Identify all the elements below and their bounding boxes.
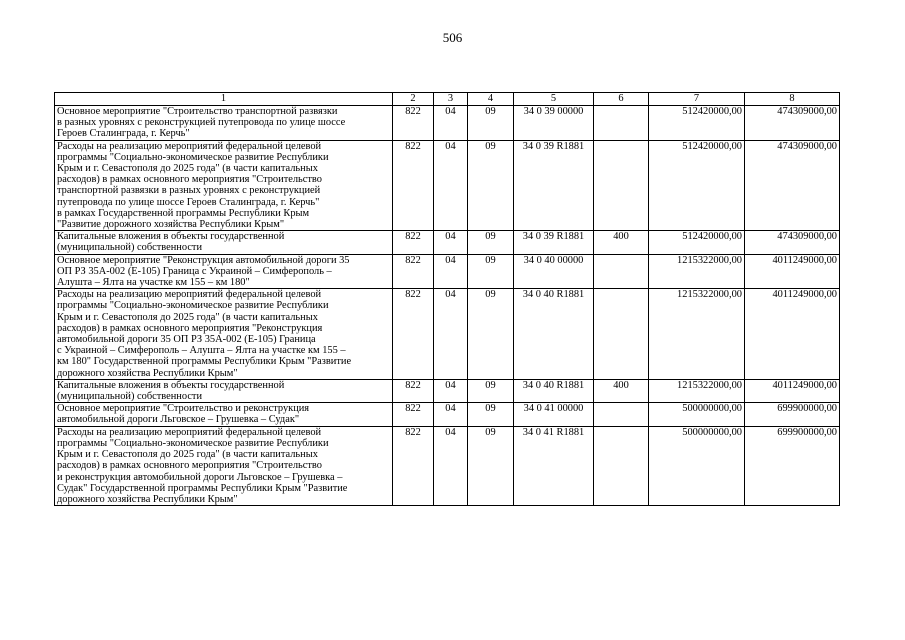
expense-type-code (594, 289, 649, 380)
expense-type-code (594, 426, 649, 505)
section-code: 04 (434, 426, 468, 505)
subsection-code: 09 (468, 254, 514, 289)
expense-type-code (594, 106, 649, 141)
ministry-code: 822 (393, 426, 434, 505)
target-article-code: 34 0 41 R1881 (514, 426, 594, 505)
ministry-code: 822 (393, 403, 434, 426)
expense-type-code (594, 403, 649, 426)
subsection-code: 09 (468, 426, 514, 505)
ministry-code: 822 (393, 254, 434, 289)
column-header: 2 (393, 93, 434, 106)
table-row (55, 379, 840, 402)
ministry-code: 822 (393, 106, 434, 141)
page-number: 506 (442, 30, 463, 45)
amount-year-2: 474309000,00 (745, 231, 840, 254)
column-header: 1 (55, 93, 393, 106)
amount-year-2: 699900000,00 (745, 403, 840, 426)
table-row (55, 231, 840, 254)
amount-year-2: 4011249000,00 (745, 289, 840, 380)
item-name: Капитальные вложения в объекты государственной (муниципальной) собственности (55, 231, 393, 254)
item-name: Капитальные вложения в объекты государственной (муниципальной) собственности (55, 379, 393, 402)
item-name: Расходы на реализацию мероприятий федеральной целевой программы "Социально-экономическое развитие Республики Крым и г. Севастополя до 2025 года" (в части капитальных расходов) в рамках основного мероприятия "Строительство транспортной развязки в разных уровнях с реконструкцией путепровода по улице шоссе Героев Сталинграда, г. Керчь" в рамках Государственной программы Республики Крым "Развитие дорожного хозяйства Республики Крым" (55, 140, 393, 231)
amount-year-1: 512420000,00 (649, 140, 745, 231)
column-header: 5 (514, 93, 594, 106)
subsection-code: 09 (468, 289, 514, 380)
amount-year-2: 474309000,00 (745, 106, 840, 141)
subsection-code: 09 (468, 140, 514, 231)
subsection-code: 09 (468, 231, 514, 254)
section-code: 04 (434, 106, 468, 141)
expense-type-code: 400 (594, 231, 649, 254)
amount-year-2: 699900000,00 (745, 426, 840, 505)
item-name: Основное мероприятие "Строительство транспортной развязки в разных уровнях с реконструкцией путепровода по улице шоссе Героев Сталинграда, г. Керчь" (55, 106, 393, 141)
subsection-code: 09 (468, 106, 514, 141)
target-article-code: 34 0 40 R1881 (514, 289, 594, 380)
item-name: Расходы на реализацию мероприятий федеральной целевой программы "Социально-экономическое развитие Республики Крым и г. Севастополя до 2025 года" (в части капитальных расходов) в рамках основного мероприятия "Строительство и реконструкция автомобильной дороги Льговское – Грушевка – Судак" Государственной программы Республики Крым "Развитие дорожного хозяйства Республики Крым" (55, 426, 393, 505)
amount-year-1: 512420000,00 (649, 231, 745, 254)
ministry-code: 822 (393, 379, 434, 402)
section-code: 04 (434, 140, 468, 231)
amount-year-1: 500000000,00 (649, 403, 745, 426)
section-code: 04 (434, 289, 468, 380)
table-header-row (55, 93, 840, 106)
ministry-code: 822 (393, 231, 434, 254)
subsection-code: 09 (468, 379, 514, 402)
item-name: Основное мероприятие "Реконструкция автомобильной дороги 35 ОП РЗ 35А-002 (Е-105) Граница с Украиной – Симферополь – Алушта – Ялта на участке км 155 – км 180" (55, 254, 393, 289)
column-header: 4 (468, 93, 514, 106)
amount-year-1: 512420000,00 (649, 106, 745, 141)
table-row (55, 403, 840, 426)
item-name: Основное мероприятие "Строительство и реконструкция автомобильной дороги Льговское – Грушевка – Судак" (55, 403, 393, 426)
amount-year-1: 1215322000,00 (649, 254, 745, 289)
column-header: 3 (434, 93, 468, 106)
target-article-code: 34 0 39 R1881 (514, 231, 594, 254)
expense-type-code (594, 140, 649, 231)
table-row (55, 140, 840, 231)
ministry-code: 822 (393, 289, 434, 380)
expense-type-code: 400 (594, 379, 649, 402)
amount-year-1: 1215322000,00 (649, 289, 745, 380)
table-row (55, 426, 840, 505)
target-article-code: 34 0 40 00000 (514, 254, 594, 289)
expense-type-code (594, 254, 649, 289)
table-row (55, 106, 840, 141)
table-row (55, 289, 840, 380)
column-header: 7 (649, 93, 745, 106)
table-row (55, 254, 840, 289)
subsection-code: 09 (468, 403, 514, 426)
item-name: Расходы на реализацию мероприятий федеральной целевой программы "Социально-экономическое развитие Республики Крым и г. Севастополя до 2025 года" (в части капитальных расходов) в рамках основного мероприятия "Реконструкция автомобильной дороги 35 ОП РЗ 35А-002 (Е-105) Граница с Украиной – Симферополь – Алушта – Ялта на участке км 155 – км 180" Государственной программы Республики Крым "Развитие дорожного хозяйства Республики Крым" (55, 289, 393, 380)
section-code: 04 (434, 379, 468, 402)
target-article-code: 34 0 40 R1881 (514, 379, 594, 402)
ministry-code: 822 (393, 140, 434, 231)
section-code: 04 (434, 254, 468, 289)
amount-year-1: 1215322000,00 (649, 379, 745, 402)
amount-year-2: 474309000,00 (745, 140, 840, 231)
amount-year-2: 4011249000,00 (745, 379, 840, 402)
target-article-code: 34 0 39 00000 (514, 106, 594, 141)
section-code: 04 (434, 231, 468, 254)
budget-table (54, 92, 840, 506)
column-header: 8 (745, 93, 840, 106)
amount-year-2: 4011249000,00 (745, 254, 840, 289)
amount-year-1: 500000000,00 (649, 426, 745, 505)
target-article-code: 34 0 39 R1881 (514, 140, 594, 231)
column-header: 6 (594, 93, 649, 106)
target-article-code: 34 0 41 00000 (514, 403, 594, 426)
section-code: 04 (434, 403, 468, 426)
